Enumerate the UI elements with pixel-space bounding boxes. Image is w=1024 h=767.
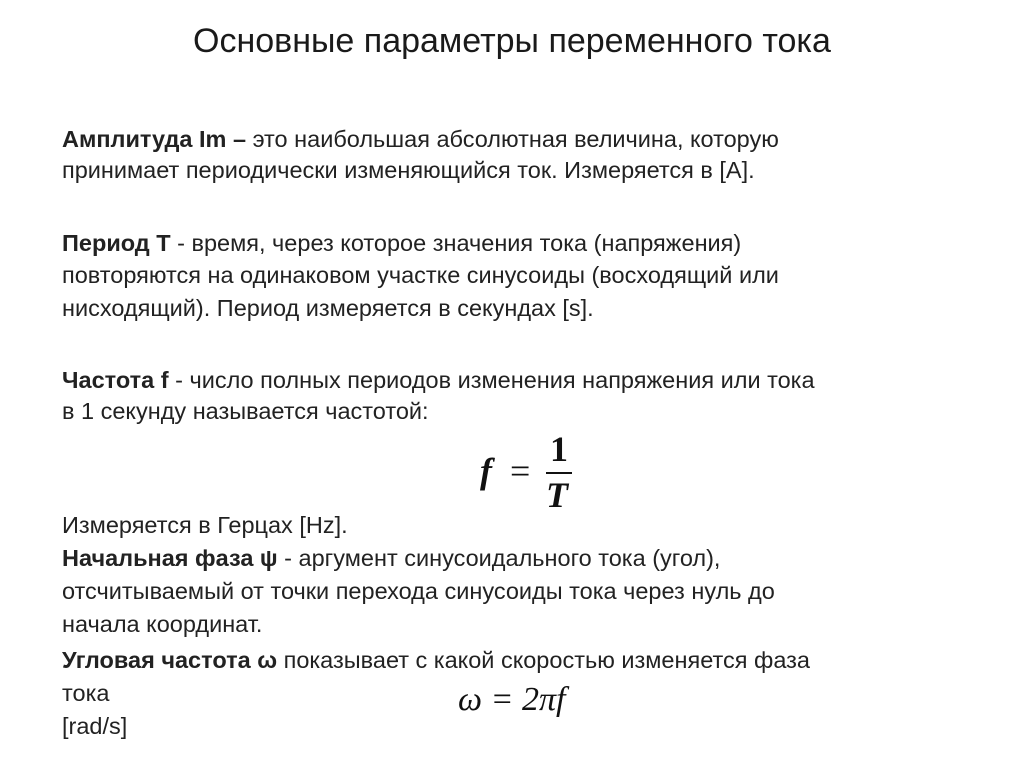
period-term: Период T — [62, 230, 171, 256]
phase-line-1 — [62, 543, 992, 574]
frequency-unit-line: Измеряется в Герцах [Hz]. — [62, 512, 348, 538]
period-line-1 — [62, 228, 992, 259]
amplitude-term: Амплитуда Im – — [62, 126, 247, 152]
phase-line-3: начала координат. — [62, 611, 263, 637]
formula-f-denominator: T — [546, 475, 568, 515]
angular-term: Угловая частота ω — [62, 647, 278, 673]
angular-line-1 — [62, 645, 992, 676]
period-line-2: повторяются на одинаковом участке синусоиды (восходящий или — [62, 262, 779, 288]
amplitude-text-1: это наибольшая абсолютная величина, которую — [246, 126, 779, 152]
frequency-line-2: в 1 секунду называется частотой: — [62, 398, 429, 424]
angular-unit: [rad/s] — [62, 713, 128, 739]
amplitude-line-2: принимает периодически изменяющийся ток. Измеряется в [A]. — [62, 157, 755, 183]
angular-formula: ω = 2πf — [458, 681, 566, 718]
frequency-line-1 — [62, 365, 992, 396]
phase-text-1: - аргумент синусоидального тока (угол), — [277, 545, 721, 571]
period-line-3: нисходящий). Период измеряется в секундах [s]. — [62, 295, 594, 321]
period-text-1: - время, через которое значения тока (напряжения) — [170, 230, 742, 256]
amplitude-line-1 — [62, 124, 992, 155]
angular-text-1: показывает с какой скоростью изменяется фаза — [277, 647, 810, 673]
phase-line-2: отсчитываемый от точки перехода синусоиды тока через нуль до — [62, 578, 775, 604]
slide-title: Основные параметры переменного тока — [193, 22, 831, 60]
frequency-text-1: - число полных периодов изменения напряжения или тока — [168, 367, 815, 393]
formula-f-equals: = — [510, 451, 531, 491]
formula-f-lhs: f — [480, 451, 492, 491]
angular-line-2: тока — [62, 680, 110, 706]
formula-f-numerator: 1 — [550, 429, 568, 469]
frequency-term: Частота f — [62, 367, 169, 393]
phase-term: Начальная фаза ψ — [62, 545, 278, 571]
